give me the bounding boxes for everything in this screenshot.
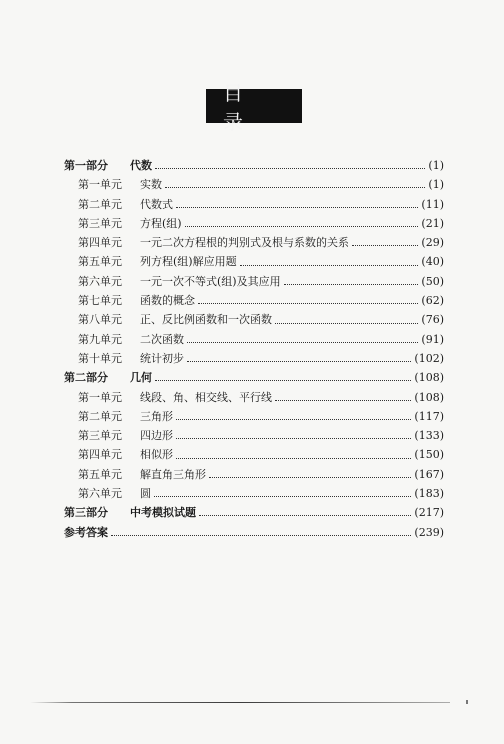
toc-entry-name: 统计初步 (140, 351, 184, 365)
toc-entry-name: 线段、角、相交线、平行线 (140, 390, 272, 404)
toc-entry-page: (29) (421, 236, 444, 250)
toc-unit-entry (64, 252, 444, 271)
toc-entry-label: 第二部分 (64, 371, 108, 385)
toc-entry-name: 二次函数 (140, 332, 184, 346)
leader-dots (352, 245, 418, 246)
leader-dots (176, 458, 411, 459)
toc-entry-page: (76) (421, 313, 444, 327)
toc-entry-name: 列方程(组)解应用题 (140, 255, 237, 269)
toc-entry-label: 第六单元 (78, 487, 122, 501)
toc-entry-page: (167) (414, 467, 444, 481)
toc-entry-page: (21) (421, 216, 444, 230)
toc-entry-page: (108) (414, 390, 444, 404)
toc-entry-name: 几何 (130, 371, 152, 385)
leader-dots (275, 323, 418, 324)
toc-unit-entry (64, 291, 444, 310)
toc-unit-entry (64, 214, 444, 233)
leader-dots (209, 477, 411, 478)
table-of-contents (64, 156, 444, 542)
toc-entry-name: 圆 (140, 487, 151, 501)
toc-entry-name: 正、反比例函数和一次函数 (140, 313, 272, 327)
leader-dots (185, 226, 419, 227)
toc-entry-page: (183) (414, 487, 444, 501)
toc-entry-label: 第一单元 (78, 390, 122, 404)
toc-entry-label: 第三单元 (78, 429, 122, 443)
toc-entry-name: 四边形 (140, 429, 173, 443)
toc-entry-name: 实数 (140, 178, 162, 192)
toc-entry-page: (40) (421, 255, 444, 269)
leader-dots (198, 303, 418, 304)
bottom-rule (30, 702, 450, 703)
toc-entry-label: 第三部分 (64, 506, 108, 520)
toc-title: 目 录 (206, 89, 302, 123)
toc-entry-label: 第三单元 (78, 216, 122, 230)
toc-entry-label: 参考答案 (64, 525, 108, 539)
leader-dots (284, 284, 419, 285)
toc-entry-page: (117) (414, 409, 444, 423)
toc-unit-entry (64, 233, 444, 252)
toc-entry-page: (217) (414, 506, 444, 520)
toc-part-entry (64, 156, 444, 175)
leader-dots (199, 515, 411, 516)
toc-entry-label: 第七单元 (78, 294, 122, 308)
toc-unit-entry (64, 426, 444, 445)
leader-dots (176, 419, 411, 420)
toc-entry-label: 第五单元 (78, 467, 122, 481)
toc-unit-entry (64, 407, 444, 426)
toc-part-entry (64, 523, 444, 542)
toc-entry-label: 第六单元 (78, 274, 122, 288)
toc-unit-entry (64, 310, 444, 329)
toc-part-entry (64, 503, 444, 522)
leader-dots (187, 361, 411, 362)
toc-unit-entry (64, 484, 444, 503)
toc-entry-name: 相似形 (140, 448, 173, 462)
toc-entry-page: (150) (414, 448, 444, 462)
toc-entry-label: 第十单元 (78, 351, 122, 365)
toc-entry-label: 第五单元 (78, 255, 122, 269)
toc-entry-name: 函数的概念 (140, 294, 195, 308)
toc-entry-page: (1) (428, 178, 444, 192)
toc-entry-page: (102) (414, 351, 444, 365)
toc-entry-label: 第一部分 (64, 159, 108, 172)
toc-entry-label: 第八单元 (78, 313, 122, 327)
toc-entry-name: 三角形 (140, 409, 173, 423)
toc-entry-page: (62) (421, 294, 444, 308)
toc-unit-entry (64, 272, 444, 291)
leader-dots (111, 535, 411, 536)
toc-unit-entry (64, 330, 444, 349)
toc-unit-entry (64, 388, 444, 407)
toc-entry-name: 解直角三角形 (140, 467, 206, 481)
toc-entry-page: (91) (421, 332, 444, 346)
toc-unit-entry (64, 349, 444, 368)
toc-entry-label: 第四单元 (78, 448, 122, 462)
toc-unit-entry (64, 175, 444, 194)
toc-entry-name: 一元一次不等式(组)及其应用 (140, 274, 281, 288)
toc-entry-page: (239) (414, 525, 444, 539)
leader-dots (187, 342, 418, 343)
toc-entry-label: 第一单元 (78, 178, 122, 192)
toc-entry-label: 第九单元 (78, 332, 122, 346)
toc-unit-entry (64, 195, 444, 214)
toc-entry-name: 代数式 (140, 197, 173, 211)
toc-entry-page: (50) (421, 274, 444, 288)
toc-entry-label: 第二单元 (78, 197, 122, 211)
leader-dots (176, 438, 411, 439)
toc-part-entry (64, 368, 444, 387)
toc-unit-entry (64, 465, 444, 484)
leader-dots (155, 168, 425, 169)
toc-entry-name: 中考模拟试题 (130, 506, 196, 520)
leader-dots (176, 207, 418, 208)
toc-entry-label: 第二单元 (78, 409, 122, 423)
leader-dots (240, 265, 419, 266)
toc-entry-name: 方程(组) (140, 216, 182, 230)
toc-entry-page: (11) (421, 197, 444, 211)
toc-entry-label: 第四单元 (78, 236, 122, 250)
leader-dots (275, 400, 411, 401)
toc-entry-page: (133) (414, 429, 444, 443)
leader-dots (154, 496, 411, 497)
toc-unit-entry (64, 445, 444, 464)
toc-entry-page: (108) (414, 371, 444, 385)
toc-entry-name: 代数 (130, 159, 152, 172)
leader-dots (155, 380, 411, 381)
toc-entry-page: (1) (428, 159, 444, 172)
leader-dots (165, 187, 425, 188)
toc-entry-name: 一元二次方程根的判别式及根与系数的关系 (140, 236, 349, 250)
edge-mark (466, 700, 468, 704)
